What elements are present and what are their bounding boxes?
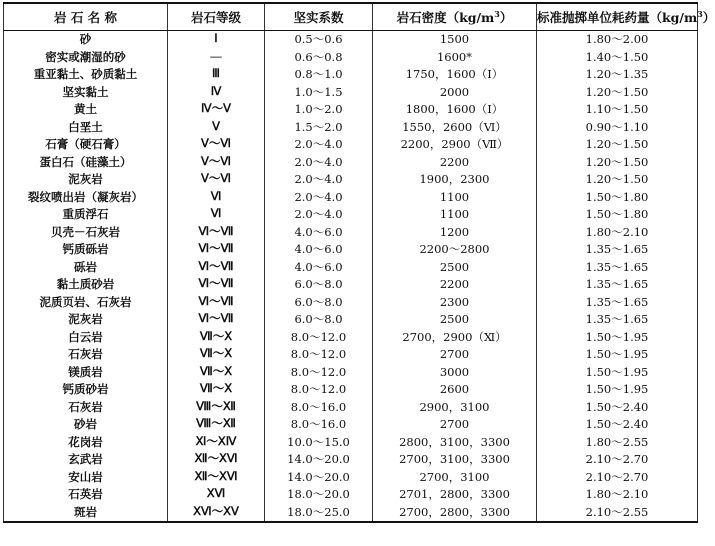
rock-explosive-table	[3, 2, 715, 523]
cell-explosive-charge: 1.50～1.95	[537, 346, 698, 364]
cell-rock-name: 石膏（硬石膏）	[4, 136, 168, 154]
table-row	[4, 154, 698, 172]
cell-rock-name: 石英岩	[4, 486, 168, 504]
cell-coefficient: 8.0～12.0	[265, 346, 373, 364]
cell-explosive-charge: 1.20～1.50	[537, 154, 698, 172]
cell-explosive-charge: 1.80～2.10	[537, 224, 698, 242]
header-charge-text: 标准抛掷单位耗药量（kg/m	[537, 10, 698, 25]
cell-coefficient: 6.0～8.0	[265, 294, 373, 312]
cell-rock-name: 重亚黏土、砂质黏土	[4, 66, 168, 84]
header-density	[373, 3, 537, 31]
cell-coefficient: 4.0～6.0	[265, 224, 373, 242]
cell-density: 2701，2800，3300	[373, 486, 537, 504]
cell-explosive-charge: 1.50～1.95	[537, 364, 698, 382]
table-row	[4, 399, 698, 417]
cell-rock-name: 砾岩	[4, 259, 168, 277]
cell-rock-grade: Ⅰ	[168, 31, 265, 49]
cell-explosive-charge: 1.50～2.40	[537, 399, 698, 417]
cell-explosive-charge: 2.10～2.70	[537, 451, 698, 469]
table-row	[4, 451, 698, 469]
cell-explosive-charge: 1.80～2.55	[537, 434, 698, 452]
table-row	[4, 346, 698, 364]
table-row	[4, 101, 698, 119]
cell-coefficient: 6.0～8.0	[265, 276, 373, 294]
table-row	[4, 504, 698, 523]
cell-coefficient: 2.0～4.0	[265, 189, 373, 207]
table-header-row	[4, 3, 698, 31]
cell-explosive-charge: 1.20～1.35	[537, 66, 698, 84]
cell-explosive-charge: 1.20～1.50	[537, 136, 698, 154]
header-density-close: ）	[499, 10, 513, 25]
cell-density: 1750，1600（Ⅰ）	[373, 66, 537, 84]
cell-density: 1200	[373, 224, 537, 242]
cell-explosive-charge: 1.50～2.40	[537, 416, 698, 434]
cell-coefficient: 6.0～8.0	[265, 311, 373, 329]
cell-rock-grade: ⅩⅥ～ⅩⅤ	[168, 504, 265, 523]
table-row	[4, 276, 698, 294]
table-row	[4, 241, 698, 259]
cell-density: 1100	[373, 206, 537, 224]
cell-rock-name: 黏土质砂岩	[4, 276, 168, 294]
cell-coefficient: 10.0～15.0	[265, 434, 373, 452]
table-row	[4, 329, 698, 347]
cell-rock-grade: Ⅶ～Ⅹ	[168, 329, 265, 347]
cell-rock-grade: Ⅴ～Ⅵ	[168, 136, 265, 154]
cell-rock-name: 玄武岩	[4, 451, 168, 469]
cell-rock-name: 镁质岩	[4, 364, 168, 382]
cell-coefficient: 1.0～2.0	[265, 101, 373, 119]
cell-coefficient: 18.0～20.0	[265, 486, 373, 504]
cell-rock-grade: Ⅴ～Ⅵ	[168, 171, 265, 189]
cell-coefficient: 14.0～20.0	[265, 469, 373, 487]
cell-rock-grade: Ⅷ～Ⅻ	[168, 399, 265, 417]
cell-rock-name: 蛋白石（硅藻土）	[4, 154, 168, 172]
table-row	[4, 206, 698, 224]
cell-density: 2700，2800，3300	[373, 504, 537, 523]
cell-rock-grade: Ⅻ～ⅩⅥ	[168, 469, 265, 487]
table-body	[4, 31, 698, 523]
table-row	[4, 189, 698, 207]
cell-rock-grade: Ⅵ	[168, 189, 265, 207]
cell-coefficient: 4.0～6.0	[265, 259, 373, 277]
table-row	[4, 434, 698, 452]
cell-rock-name: 泥质页岩、石灰岩	[4, 294, 168, 312]
cell-explosive-charge: 1.50～1.80	[537, 189, 698, 207]
cell-explosive-charge: 1.10～1.50	[537, 101, 698, 119]
cell-coefficient: 14.0～20.0	[265, 451, 373, 469]
cell-rock-grade: Ⅺ～ⅩⅣ	[168, 434, 265, 452]
cell-density: 2700，3100，3300	[373, 451, 537, 469]
cell-density: 2500	[373, 259, 537, 277]
cell-explosive-charge: 1.35～1.65	[537, 311, 698, 329]
header-rock-grade: 岩石等级	[168, 3, 265, 31]
cell-rock-name: 重质浮石	[4, 206, 168, 224]
table-row	[4, 381, 698, 399]
cell-rock-grade: Ⅶ～Ⅹ	[168, 381, 265, 399]
cell-rock-grade: Ⅳ	[168, 84, 265, 102]
document-page	[3, 2, 715, 544]
cell-rock-grade: Ⅶ～Ⅹ	[168, 346, 265, 364]
table-row	[4, 171, 698, 189]
cell-coefficient: 8.0～16.0	[265, 416, 373, 434]
cell-rock-grade: Ⅲ	[168, 66, 265, 84]
cell-explosive-charge: 1.35～1.65	[537, 294, 698, 312]
header-rock-name: 岩 石 名 称	[4, 3, 168, 31]
cell-density: 1550，2600（Ⅵ）	[373, 119, 537, 137]
cell-rock-name: 白垩土	[4, 119, 168, 137]
table-row	[4, 364, 698, 382]
cell-density: 3000	[373, 364, 537, 382]
cell-density: 2200	[373, 154, 537, 172]
cell-rock-name: 钙质砾岩	[4, 241, 168, 259]
cell-rock-grade: Ⅴ	[168, 119, 265, 137]
cell-rock-name: 花岗岩	[4, 434, 168, 452]
cell-rock-grade: Ⅻ～ⅩⅥ	[168, 451, 265, 469]
header-density-sup: 3	[494, 8, 500, 19]
cell-coefficient: 8.0～12.0	[265, 329, 373, 347]
cell-rock-name: 白云岩	[4, 329, 168, 347]
header-coefficient: 坚实系数	[265, 3, 373, 31]
cell-rock-name: 砂	[4, 31, 168, 49]
cell-coefficient: 2.0～4.0	[265, 154, 373, 172]
cell-rock-grade: ⅩⅥ	[168, 486, 265, 504]
cell-rock-name: 钙质砂岩	[4, 381, 168, 399]
cell-density: 2300	[373, 294, 537, 312]
cell-density: 2700	[373, 346, 537, 364]
cell-coefficient: 2.0～4.0	[265, 171, 373, 189]
cell-coefficient: 0.5～0.6	[265, 31, 373, 49]
cell-rock-grade: Ⅴ～Ⅵ	[168, 154, 265, 172]
cell-density: 2200，2900（Ⅶ）	[373, 136, 537, 154]
cell-density: 1600*	[373, 49, 537, 67]
cell-density: 2900，3100	[373, 399, 537, 417]
cell-rock-name: 黄土	[4, 101, 168, 119]
cell-rock-name: 砂岩	[4, 416, 168, 434]
cell-explosive-charge: 1.35～1.65	[537, 259, 698, 277]
cell-explosive-charge: 1.35～1.65	[537, 276, 698, 294]
cell-coefficient: 0.6～0.8	[265, 49, 373, 67]
cell-rock-name: 密实或潮湿的砂	[4, 49, 168, 67]
cell-explosive-charge: 1.20～1.50	[537, 84, 698, 102]
cell-explosive-charge: 1.80～2.00	[537, 31, 698, 49]
cell-coefficient: 4.0～6.0	[265, 241, 373, 259]
cell-explosive-charge: 1.50～1.95	[537, 381, 698, 399]
cell-explosive-charge: 2.10～2.55	[537, 504, 698, 523]
cell-rock-name: 泥灰岩	[4, 311, 168, 329]
cell-rock-grade: Ⅵ～Ⅶ	[168, 241, 265, 259]
header-charge-sup: 3	[697, 8, 703, 19]
cell-coefficient: 1.0～1.5	[265, 84, 373, 102]
cell-density: 1500	[373, 31, 537, 49]
table-row	[4, 416, 698, 434]
cell-density: 2700，2900（Ⅺ）	[373, 329, 537, 347]
cell-density: 1800，1600（Ⅰ）	[373, 101, 537, 119]
cell-rock-grade: Ⅵ～Ⅶ	[168, 224, 265, 242]
cell-density: 1100	[373, 189, 537, 207]
cell-explosive-charge: 1.20～1.50	[537, 171, 698, 189]
table-row	[4, 136, 698, 154]
table-row	[4, 119, 698, 137]
cell-explosive-charge: 2.10～2.70	[537, 469, 698, 487]
cell-coefficient: 8.0～12.0	[265, 364, 373, 382]
cell-rock-name: 泥灰岩	[4, 171, 168, 189]
cell-rock-grade: Ⅷ～Ⅻ	[168, 416, 265, 434]
table-row	[4, 84, 698, 102]
cell-coefficient: 2.0～4.0	[265, 206, 373, 224]
cell-density: 2000	[373, 84, 537, 102]
header-density-text: 岩石密度（kg/m	[396, 10, 495, 25]
cell-rock-name: 石灰岩	[4, 346, 168, 364]
table-row	[4, 469, 698, 487]
cell-density: 2700	[373, 416, 537, 434]
table-row	[4, 66, 698, 84]
table-row	[4, 311, 698, 329]
table-row	[4, 294, 698, 312]
cell-explosive-charge: 1.80～2.10	[537, 486, 698, 504]
cell-rock-name: 安山岩	[4, 469, 168, 487]
table-row	[4, 259, 698, 277]
cell-density: 1900，2300	[373, 171, 537, 189]
cell-density: 2200～2800	[373, 241, 537, 259]
cell-coefficient: 8.0～16.0	[265, 399, 373, 417]
cell-rock-grade: Ⅵ～Ⅶ	[168, 259, 265, 277]
cell-explosive-charge: 1.50～1.95	[537, 329, 698, 347]
cell-coefficient: 8.0～12.0	[265, 381, 373, 399]
cell-rock-grade: Ⅵ～Ⅶ	[168, 276, 265, 294]
cell-rock-name: 坚实黏土	[4, 84, 168, 102]
cell-rock-name: 斑岩	[4, 504, 168, 523]
cell-rock-grade: Ⅳ～Ⅴ	[168, 101, 265, 119]
cell-explosive-charge: 1.35～1.65	[537, 241, 698, 259]
cell-density: 2200	[373, 276, 537, 294]
cell-explosive-charge: 0.90～1.10	[537, 119, 698, 137]
cell-rock-name: 裂纹喷出岩（凝灰岩）	[4, 189, 168, 207]
header-explosive-charge	[537, 3, 715, 31]
table-row	[4, 486, 698, 504]
cell-rock-grade: Ⅵ～Ⅶ	[168, 294, 265, 312]
cell-rock-grade: —	[168, 49, 265, 67]
cell-explosive-charge: 1.50～1.80	[537, 206, 698, 224]
cell-rock-grade: Ⅶ～Ⅹ	[168, 364, 265, 382]
cell-explosive-charge: 1.40～1.50	[537, 49, 698, 67]
cell-rock-grade: Ⅵ	[168, 206, 265, 224]
table-row	[4, 49, 698, 67]
cell-density: 2500	[373, 311, 537, 329]
cell-density: 2800，3100，3300	[373, 434, 537, 452]
header-charge-close: ）	[702, 10, 715, 25]
cell-rock-name: 石灰岩	[4, 399, 168, 417]
cell-rock-name: 贝壳－石灰岩	[4, 224, 168, 242]
cell-density: 2700，3100	[373, 469, 537, 487]
cell-rock-grade: Ⅵ～Ⅶ	[168, 311, 265, 329]
cell-coefficient: 18.0～25.0	[265, 504, 373, 523]
table-row	[4, 31, 698, 49]
cell-density: 2600	[373, 381, 537, 399]
table-row	[4, 224, 698, 242]
cell-coefficient: 1.5～2.0	[265, 119, 373, 137]
cell-coefficient: 0.8～1.0	[265, 66, 373, 84]
cell-coefficient: 2.0～4.0	[265, 136, 373, 154]
